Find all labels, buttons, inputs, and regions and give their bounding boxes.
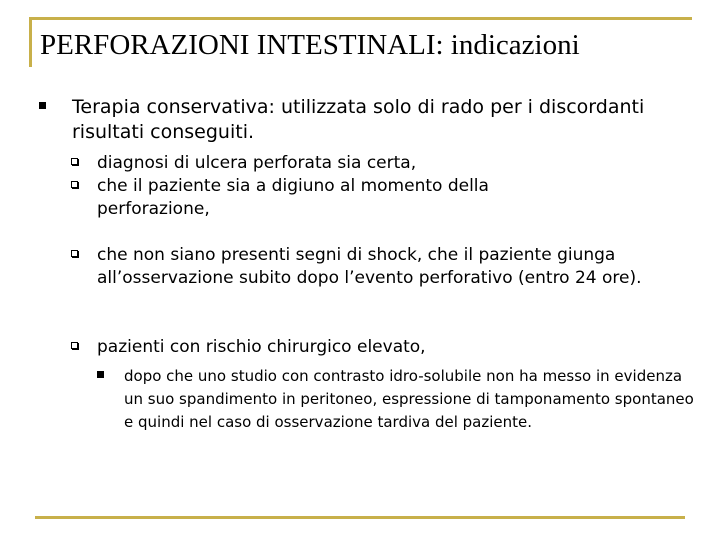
slide-title: PERFORAZIONI INTESTINALI: indicazioni	[40, 29, 580, 61]
sub-bullet-icon	[71, 181, 78, 188]
sub-bullet-icon	[71, 250, 78, 257]
sub-point-text: che non siano presenti segni di shock, che il paziente giunga all’osservazione subito dopo l’evento perforativo (entro 24 ore).	[97, 245, 642, 288]
main-point-text: Terapia conservativa: utilizzata solo di rado per i discordanti risultati conseguiti.	[72, 96, 645, 143]
sub-bullet-icon	[71, 342, 78, 349]
main-bullet-icon	[39, 102, 46, 109]
sub-point-text: diagnosi di ulcera perforata sia certa,	[97, 153, 417, 173]
sub-bullet-icon	[71, 158, 78, 165]
footer-rule	[35, 516, 685, 519]
sub-sub-bullet-icon	[97, 371, 104, 378]
title-frame-horizontal-rule	[29, 17, 692, 20]
sub-point-text: che il paziente sia a digiuno al momento della perforazione,	[97, 176, 489, 219]
title-frame-vertical-rule	[29, 17, 32, 67]
sub-point-text: pazienti con rischio chirurgico elevato,	[97, 337, 426, 357]
sub-sub-point-text: dopo che uno studio con contrasto idro-solubile non ha messo in evidenza un suo spandimento in peritoneo, espressione di tamponamento spontaneo e quindi nel caso di osservazione tardiva del paziente.	[124, 367, 694, 431]
